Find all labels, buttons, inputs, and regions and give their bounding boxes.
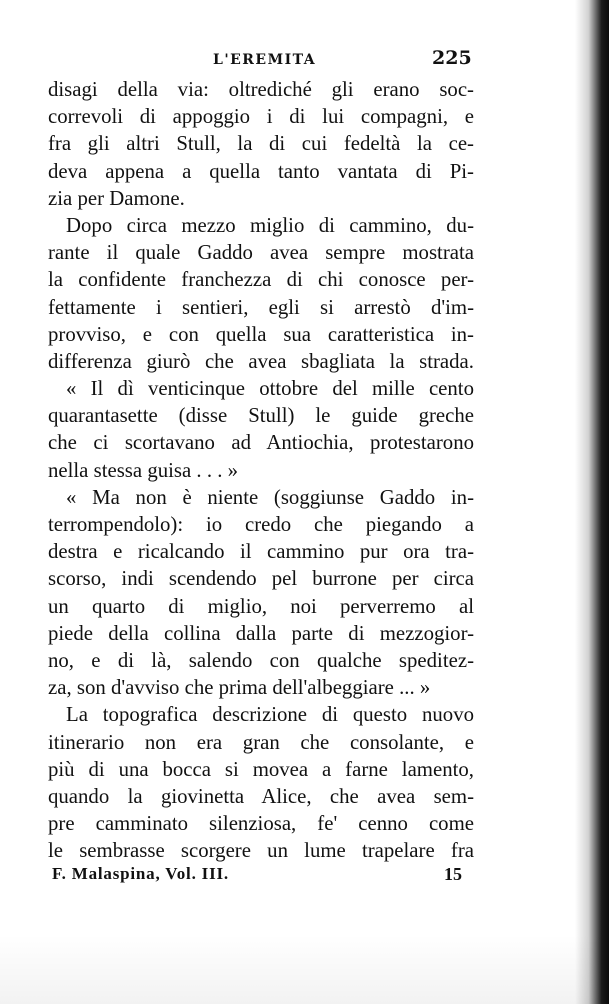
page-footer xyxy=(52,864,462,892)
text-line: rante il quale Gaddo avea sempre mostrata xyxy=(48,241,474,265)
text-line: « Ma non è niente (soggiunse Gaddo in- xyxy=(66,485,474,509)
text-line: destra e ricalcando il cammino pur ora tra- xyxy=(48,540,474,564)
text-line: Dopo circa mezzo miglio di cammino, du- xyxy=(66,213,474,237)
signature-number: 15 xyxy=(444,864,462,884)
text-line: le sembrasse scorgere un lume trapelare fra xyxy=(48,839,474,863)
text-line: quando la giovinetta Alice, che avea sem- xyxy=(48,784,474,808)
text-line: la confidente franchezza di chi conosce per- xyxy=(48,268,474,292)
text-line: fra gli altri Stull, la di cui fedeltà la ce- xyxy=(48,132,474,156)
text-line: « Il dì venticinque ottobre del mille cento xyxy=(66,377,474,401)
text-line: deva appena a quella tanto vantata di Pi- xyxy=(48,159,474,183)
text-line: un quarto di miglio, noi perverremo al xyxy=(48,594,474,618)
page-number: 225 xyxy=(432,47,472,69)
text-line: scorso, indi scendendo pel burrone per circa xyxy=(48,567,474,591)
book-edge-shadow xyxy=(575,0,609,1004)
text-line: differenza giurò che avea sbagliata la strada. xyxy=(48,349,474,373)
text-line: pre camminato silenziosa, fe' cenno come xyxy=(48,812,474,836)
text-line: za, son d'avviso che prima dell'albeggiare ... » xyxy=(48,676,431,700)
text-line: fettamente i sentieri, egli si arrestò d'im- xyxy=(48,295,474,319)
text-line: quarantasette (disse Stull) le guide greche xyxy=(48,404,474,428)
text-line: itinerario non era gran che consolante, e xyxy=(48,730,474,754)
text-line: disagi della via: oltrediché gli erano soc- xyxy=(48,78,474,101)
text-line: La topografica descrizione di questo nuovo xyxy=(66,703,474,727)
running-title: L'EREMITA xyxy=(213,52,317,68)
body-text xyxy=(48,76,474,864)
text-line: no, e di là, salendo con qualche speditez- xyxy=(48,648,474,672)
text-line: nella stessa guisa . . . » xyxy=(48,458,239,482)
text-line: piede della collina dalla parte di mezzogior- xyxy=(48,621,474,645)
text-line: più di una bocca si movea a farne lamento, xyxy=(48,757,474,781)
text-line: che ci scortavano ad Antiochia, protestarono xyxy=(48,431,474,455)
page-header xyxy=(0,44,609,74)
printer-signature: F. Malaspina, Vol. III. xyxy=(52,864,229,883)
text-line: correvoli di appoggio i di lui compagni, e xyxy=(48,105,474,129)
text-line: terrompendolo): io credo che piegando a xyxy=(48,513,474,536)
text-line: zia per Damone. xyxy=(48,186,185,210)
text-line: provviso, e con quella sua caratteristica in- xyxy=(48,322,474,346)
paper-shade xyxy=(0,934,609,1004)
